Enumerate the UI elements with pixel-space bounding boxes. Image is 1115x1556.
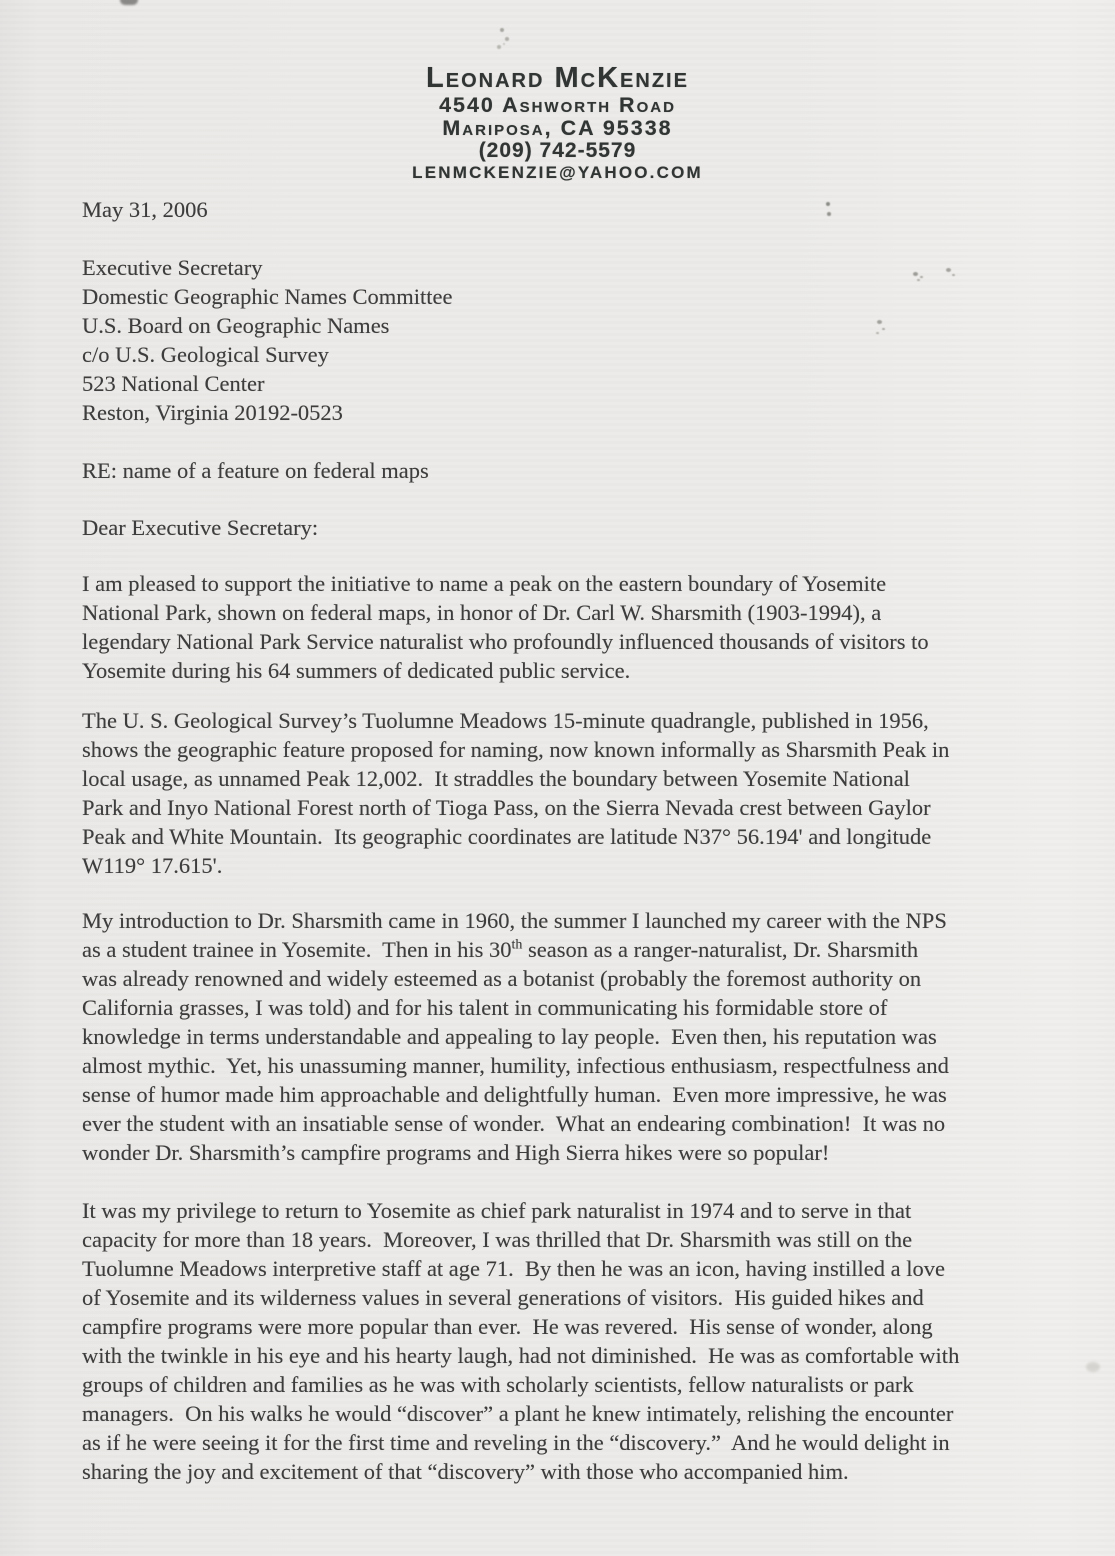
subject-line: RE: name of a feature on federal maps (82, 458, 429, 483)
letterhead-email: LENMCKENZIE@YAHOO.COM (412, 163, 703, 182)
letterhead (0, 0, 1115, 183)
letterhead-city: Mariposa, CA 95338 (442, 116, 673, 140)
paragraph-3: My introduction to Dr. Sharsmith came in 1960, the summer I launched my career with the NPS as a student trainee in Yosemite. Then in his 30th season as a ranger-naturalist, Dr. Sharsmith was already renowned and widely esteemed as a botanist (probably the foremost authority on California grasses, I was told) and for his talent in communicating his formidable store of knowledge in terms understandable and appealing to lay people. Even then, his reputation was almost mythic. Yet, his unassuming manner, humility, infectious enthusiasm, respectfulness and sense of humor made him approachable and delightfully human. Even more impressive, he was ever the student with an insatiable sense of wonder. What an endearing combination! It was no wonder Dr. Sharsmith’s campfire programs and High Sierra hikes were so popular! (82, 908, 949, 1165)
letterhead-name: Leonard McKenzie (426, 62, 689, 94)
letterhead-street: 4540 Ashworth Road (439, 93, 676, 117)
recipient-address: Executive Secretary Domestic Geographic Names Committee U.S. Board on Geographic Names c/o U.S. Geological Survey 523 National Center Reston, Virginia 20192-0523 (82, 255, 453, 425)
letterhead-phone: (209) 742-5579 (478, 139, 637, 162)
letter-body (0, 195, 1115, 1486)
paragraph-1: I am pleased to support the initiative to name a peak on the eastern boundary of Yosemite National Park, shown on federal maps, in honor of Dr. Carl W. Sharsmith (1903-1994), a legendary National Park Service naturalist who profoundly influenced thousands of visitors to Yosemite during his 64 summers of dedicated public service. (82, 571, 929, 683)
letter-date: May 31, 2006 (82, 197, 208, 222)
paragraph-2: The U. S. Geological Survey’s Tuolumne Meadows 15-minute quadrangle, published in 1956, shows the geographic feature proposed for naming, now known informally as Sharsmith Peak in local usage, as unnamed Peak 12,002. It straddles the boundary between Yosemite National Park and Inyo National Forest north of Tioga Pass, on the Sierra Nevada crest between Gaylor Peak and White Mountain. Its geographic coordinates are latitude N37° 56.194' and longitude W119° 17.615'. (82, 708, 950, 878)
paragraph-4: It was my privilege to return to Yosemite as chief park naturalist in 1974 and to serve in that capacity for more than 18 years. Moreover, I was thrilled that Dr. Sharsmith was still on the Tuolumne Meadows interpretive staff at age 71. By then he was an icon, having instilled a love of Yosemite and its wilderness values in several generations of visitors. His guided hikes and campfire programs were more popular than ever. He was revered. His sense of wonder, along with the twinkle in his eye and his hearty laugh, had not diminished. He was as comfortable with groups of children and families as he was with scholarly scientists, fellow naturalists or park managers. On his walks he would “discover” a plant he knew intimately, relishing the encounter as if he were seeing it for the first time and reveling in the “discovery.” And he would delight in sharing the joy and excitement of that “discovery” with those who accompanied him. (82, 1198, 960, 1484)
salutation: Dear Executive Secretary: (82, 515, 319, 540)
